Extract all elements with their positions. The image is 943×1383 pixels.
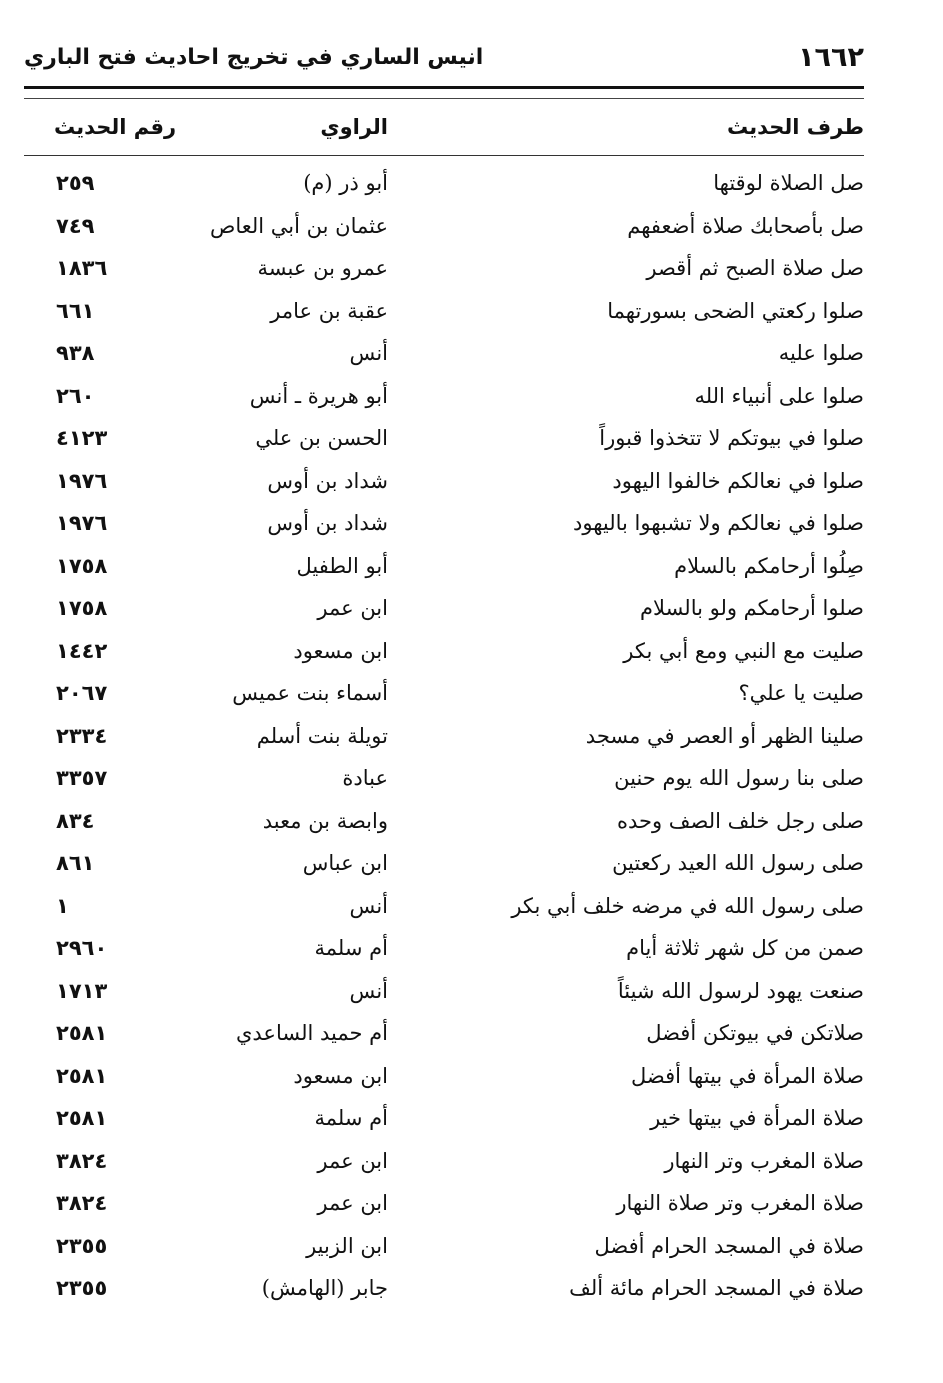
hadith-tarf: صلى رجل خلف الصف وحده [616,808,864,833]
hadith-rawi: عبادة [342,766,388,790]
hadith-number: ٨٦١ [56,851,95,875]
hadith-rawi: ابن عمر [317,596,388,620]
hadith-tarf: صِلُوا أرحامكم بالسلام [674,553,864,578]
hadith-rawi: أنس [349,893,388,918]
hadith-tarf: صليت يا علي؟ [738,681,864,705]
hadith-tarf: صلاة المغرب وتر النهار [664,1148,864,1173]
table-row [24,970,864,1013]
hadith-tarf: صلوا في نعالكم خالفوا اليهود [612,468,864,493]
hadith-number: ٣٣٥٧ [56,766,108,790]
hadith-number: ٢٩٦٠ [56,936,108,960]
hadith-tarf: صلوا في بيوتكم لا تتخذوا قبوراً [599,426,864,450]
hadith-tarf: صل الصلاة لوقتها [713,171,864,195]
hadith-tarf: صلاة المرأة في بيتها أفضل [631,1063,864,1088]
book-title: انيس الساري في تخريج احاديث فتح الباري [24,45,484,70]
hadith-rawi: ابن الزبير [306,1233,388,1258]
table-row [24,842,864,885]
hadith-rawi: أبو الطفيل [296,553,388,578]
table-row [24,1012,864,1055]
hadith-rawi: شداد بن أوس [267,511,388,535]
hadith-rawi: شداد بن أوس [267,468,388,493]
hadith-rawi: الحسن بن علي [255,426,388,450]
hadith-tarf: صلوا على أنبياء الله [694,383,864,408]
hadith-number: ٢٦٠ [56,383,95,408]
table-row [24,800,864,843]
hadith-rawi: عقبة بن عامر [270,298,388,323]
table-row [24,1055,864,1098]
hadith-number: ٣٨٢٤ [56,1148,108,1173]
running-head [24,38,864,78]
table-row [24,290,864,333]
hadith-number: ٢٣٣٤ [56,723,108,748]
table-row [24,927,864,970]
table-row [24,715,864,758]
table-row [24,1140,864,1183]
hadith-rawi: أسماء بنت عميس [232,681,388,705]
hadith-tarf: صلاة في المسجد الحرام أفضل [594,1233,864,1258]
hadith-number: ٧٤٩ [56,213,95,238]
hadith-number: ٢٣٥٥ [56,1233,108,1258]
hadith-tarf: صلوا أرحامكم ولو بالسلام [640,596,864,620]
table-row [24,162,864,205]
table-row [24,332,864,375]
header-rule-thin [24,98,864,99]
hadith-tarf: صنعت يهود لرسول الله شيئاً [617,978,864,1003]
hadith-rawi: أم حميد الساعدي [235,1021,388,1045]
column-header-rule [24,155,864,156]
index-table-body [24,162,864,1310]
table-row [24,205,864,248]
table-row [24,587,864,630]
hadith-rawi: أم سلمة [314,1106,388,1130]
hadith-rawi: جابر (الهامش) [261,1276,388,1300]
hadith-number: ٢٥٩ [56,171,95,195]
table-row [24,1182,864,1225]
hadith-number: ٢٥٨١ [56,1021,108,1045]
hadith-tarf: صلى رسول الله في مرضه خلف أبي بكر [511,893,864,918]
column-header-raqm: رقم الحديث [54,115,177,139]
column-header-rawi: الراوي [320,115,388,139]
hadith-number: ١٩٧٦ [56,468,108,493]
hadith-rawi: أبو هريرة ـ أنس [249,383,388,408]
hadith-rawi: ابن عمر [317,1148,388,1173]
table-row [24,630,864,673]
table-row [24,757,864,800]
hadith-rawi: أم سلمة [314,936,388,960]
hadith-rawi: عثمان بن أبي العاص [209,213,388,238]
hadith-rawi: ابن عمر [317,1191,388,1215]
table-row [24,885,864,928]
hadith-tarf: صل صلاة الصبح ثم أقصر [646,256,864,280]
hadith-number: ٢٣٥٥ [56,1276,108,1300]
hadith-tarf: صل بأصحابك صلاة أضعفهم [627,213,864,238]
table-row [24,502,864,545]
table-row [24,417,864,460]
hadith-rawi: ابن مسعود [293,1063,388,1088]
hadith-number: ١ [56,893,69,918]
column-header-row [24,104,864,150]
hadith-tarf: صلاة المغرب وتر صلاة النهار [616,1191,864,1215]
table-row [24,460,864,503]
hadith-tarf: صلاة المرأة في بيتها خير [650,1106,864,1130]
table-row [24,545,864,588]
hadith-number: ٦٦١ [56,298,95,323]
column-header-tarf: طرف الحديث [726,115,864,139]
table-row [24,672,864,715]
hadith-number: ٤١٢٣ [56,426,108,450]
hadith-rawi: ابن مسعود [293,638,388,663]
hadith-tarf: صلاتكن في بيوتكن أفضل [646,1021,864,1045]
hadith-tarf: صمن من كل شهر ثلاثة أيام [626,936,864,960]
hadith-number: ٢٠٦٧ [56,681,108,705]
hadith-tarf: صلوا في نعالكم ولا تشبهوا باليهود [573,511,864,535]
hadith-tarf: صلى رسول الله العيد ركعتين [612,851,864,875]
table-row [24,1097,864,1140]
hadith-number: ١٧٥٨ [56,553,108,578]
hadith-number: ٩٣٨ [56,341,95,365]
hadith-rawi: أنس [349,341,388,365]
table-row [24,1225,864,1268]
hadith-number: ١٧٥٨ [56,596,108,620]
table-row [24,1267,864,1310]
hadith-tarf: صلوا عليه [778,341,864,365]
hadith-tarf: صليت مع النبي ومع أبي بكر [623,638,864,663]
hadith-tarf: صلينا الظهر أو العصر في مسجد [585,723,864,748]
hadith-number: ٨٣٤ [56,808,95,833]
table-row [24,375,864,418]
page-number: ١٦٦٢ [798,42,864,73]
hadith-rawi: وابصة بن معبد [262,808,388,833]
hadith-number: ١٩٧٦ [56,511,108,535]
hadith-tarf: صلى بنا رسول الله يوم حنين [614,766,864,790]
hadith-number: ٢٥٨١ [56,1063,108,1088]
index-table-header [24,104,864,150]
hadith-number: ٢٥٨١ [56,1106,108,1130]
hadith-number: ١٨٣٦ [56,256,108,280]
hadith-tarf: صلوا ركعتي الضحى بسورتهما [607,298,864,323]
hadith-tarf: صلاة في المسجد الحرام مائة ألف [569,1276,864,1300]
header-rule-thick [24,86,864,89]
hadith-rawi: عمرو بن عبسة [257,256,388,280]
hadith-number: ١٤٤٢ [56,638,108,663]
hadith-number: ١٧١٣ [56,978,108,1003]
hadith-rawi: أبو ذر (م) [303,171,388,195]
hadith-rawi: تويلة بنت أسلم [256,723,388,748]
hadith-number: ٣٨٢٤ [56,1191,108,1215]
hadith-rawi: ابن عباس [302,851,388,875]
hadith-rawi: أنس [349,978,388,1003]
table-row [24,247,864,290]
